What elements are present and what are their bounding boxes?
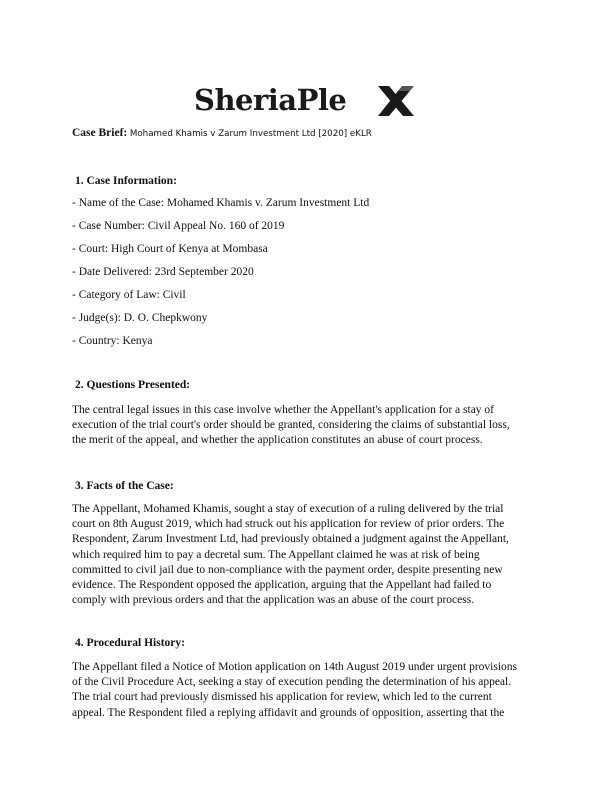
paragraph-line: committed to civil jail due to non-compliance with the payment order, despite presenting new: [72, 563, 503, 576]
info-item-case-name: - Name of the Case: Mohamed Khamis v. Zarum Investment Ltd: [72, 197, 370, 209]
section-heading-facts: 3. Facts of the Case:: [75, 480, 174, 492]
info-item-country: - Country: Kenya: [72, 335, 153, 347]
paragraph-line: The Appellant filed a Notice of Motion application on 14th August 2019 under urgent provisions: [72, 661, 518, 673]
paragraph-line: the merit of the appeal, and whether the application constitutes an abuse of court process.: [72, 434, 483, 447]
info-item-case-number: - Case Number: Civil Appeal No. 160 of 2019: [72, 220, 285, 232]
paragraph-line: comply with previous orders and that the application was an abuse of the court process.: [72, 594, 475, 607]
case-brief-label: Case Brief:: [72, 127, 128, 139]
paragraph-line: appeal. The Respondent filed a replying affidavit and grounds of opposition, asserting that the: [72, 706, 505, 719]
section-heading-case-information: 1. Case Information:: [75, 175, 177, 187]
logo-wordmark: SheriaPle: [194, 83, 347, 117]
paragraph-line: of the Civil Procedure Act, seeking a stay of execution pending the determination of his appeal.: [72, 676, 512, 689]
section-heading-procedural-history: 4. Procedural History:: [75, 637, 185, 649]
facts-paragraph: [72, 502, 547, 608]
paragraph-line: The trial court had previously dismissed his application for review, which led to the current: [72, 691, 492, 704]
questions-presented-paragraph: [72, 403, 547, 449]
paragraph-line: execution of the trial court's order should be granted, considering the claims of substantial loss,: [72, 419, 510, 432]
info-item-court: - Court: High Court of Kenya at Mombasa: [72, 243, 268, 255]
sheriaplex-logo: [194, 78, 418, 122]
logo-x-icon: [376, 84, 416, 118]
paragraph-line: which required him to pay a decretal sum. The Appellant claimed he was at risk of being: [72, 548, 480, 561]
paragraph-line: evidence. The Respondent opposed the application, arguing that the Appellant had failed to: [72, 579, 492, 592]
info-item-date-delivered: - Date Delivered: 23rd September 2020: [72, 266, 254, 278]
paragraph-line: court on 8th August 2019, which had struck out his application for review of prior orders. The: [72, 518, 505, 531]
section-heading-questions-presented: 2. Questions Presented:: [75, 379, 191, 391]
procedural-history-paragraph: [72, 660, 547, 721]
info-item-judges: - Judge(s): D. O. Chepkwony: [72, 312, 208, 324]
info-item-category: - Category of Law: Civil: [72, 289, 186, 301]
paragraph-line: The central legal issues in this case involve whether the Appellant's application for a stay of: [72, 404, 495, 416]
case-brief-line: [72, 127, 372, 139]
paragraph-line: Respondent, Zarum Investment Ltd, had previously obtained a judgment against the Appellant,: [72, 533, 509, 546]
paragraph-line: The Appellant, Mohamed Khamis, sought a stay of execution of a ruling delivered by the trial: [72, 503, 504, 515]
case-brief-title: Mohamed Khamis v Zarum Investment Ltd [2020] eKLR: [129, 129, 372, 139]
